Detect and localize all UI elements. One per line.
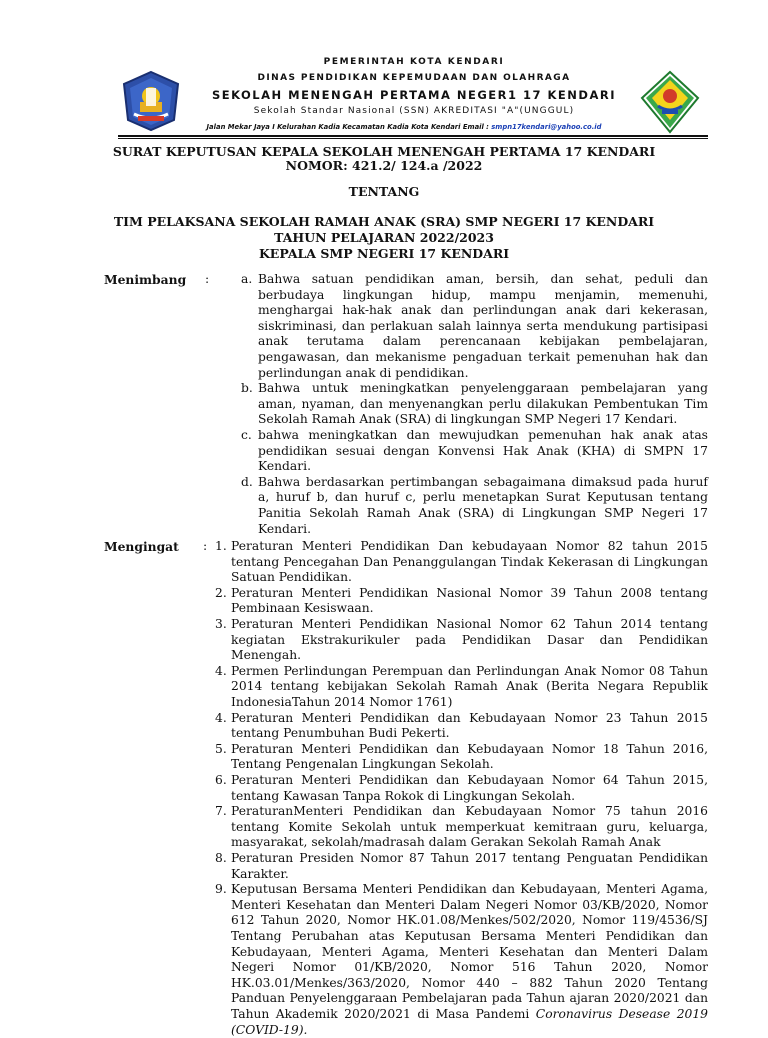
mengingat-item-number: 4. — [215, 663, 227, 678]
mengingat-item-text: Peraturan Menteri Pendidikan Dan kebudayaan Nomor 82 tahun 2015 tentang Pencegahan Dan Penanggulangan Tindak Kekerasan di Lingkungan Satuan Pendidikan. — [231, 539, 708, 585]
mengingat-item — [215, 773, 708, 804]
mengingat-item-text: Peraturan Menteri Pendidikan dan Kebudayaan Nomor 23 Tahun 2015 tentang Penumbuhan Budi Pekerti. — [231, 710, 708, 741]
menimbang-section — [104, 272, 708, 537]
address-line — [160, 122, 648, 132]
mengingat-item — [215, 663, 708, 711]
menimbang-item-text: bahwa meningkatkan dan mewujudkan pemenuhan hak anak atas pendidikan sesuai dengan Konvensi Hak Anak (KHA) di SMPN 17 Kendari. — [258, 427, 708, 474]
mengingat-item-number: 9. — [215, 882, 227, 897]
school-name: SEKOLAH MENENGAH PERTAMA NEGER1 17 KENDARI — [212, 88, 616, 102]
mengingat-item-text: Keputusan Bersama Menteri Pendidikan dan Kebudayaan, Menteri Agama, Menteri Kesehatan dan Menteri Dalam Negeri Nomor 03/KB/2020, Nomor 612 Tahun 2020, Nomor HK.01.08/Menkes/502/2020, Nomor 119/4536/SJ Tentang Perubahan atas Keputusan Bersama Menteri Pendidikan dan Kebudayaan, Menteri Agama, Menteri Kesehatan dan Menteri Dalam Negeri Nomor 01/KB/2020, Nomor 516 Tahun 2020, Nomor HK.03.01/Menkes/363/2020, Nomor 440 – 882 Tahun 2020 Tentang Panduan Penyelenggaraan Pembelajaran pada Tahun ajaran 2020/2021 dan Tahun Akademik 2020/2021 di Masa Pandemi — [231, 882, 708, 1021]
menimbang-item-text: Bahwa satuan pendidikan aman, bersih, dan sehat, peduli dan berbudaya lingkungan hidup, mampu menjamin, memenuhi, menghargai hak-hak anak dan perlindungan anak dari kekerasan, siskriminasi, dan perlakuan salah lainnya serta mendukung partisipasi anak terutama dalam perencanaan kebijakan pembelajaran, pengawasan, dan mekanisme pengaduan terkait pemenuhan hak dan perlindungan anak di pendidikan. — [258, 272, 708, 380]
menimbang-item-text: Bahwa untuk meningkatkan penyelenggaraan pembelajaran yang aman, nyaman, dan menyenangkan perlu dilakukan Pembentukan Tim Sekolah Ramah Anak (SRA) di lingkungan SMP Negeri 17 Kendari. — [258, 381, 708, 427]
mengingat-item-text: Peraturan Menteri Pendidikan dan Kebudayaan Nomor 18 Tahun 2016, Tentang Pengenalan Lingkungan Sekolah. — [231, 741, 708, 772]
decree-title: SURAT KEPUTUSAN KEPALA SEKOLAH MENENGAH PERTAMA 17 KENDARI — [112, 144, 656, 159]
agency-line: DINAS PENDIDIKAN KEPEMUDAAN DAN OLAHRAGA — [257, 73, 571, 83]
menimbang-item-text: Bahwa berdasarkan pertimbangan sebagaimana dimaksud pada huruf a, huruf b, dan huruf c, perlu menetapkan Surat Keputusan tentang Panitia Sekolah Ramah Anak (SRA) di Lingkungan SMP Negeri 17 Kendari. — [258, 474, 708, 536]
mengingat-item-number: 8. — [215, 850, 227, 865]
mengingat-item — [215, 710, 708, 742]
subject-line-2: TAHUN PELAJARAN 2022/2023 — [274, 230, 494, 245]
mengingat-label: Mengingat — [104, 539, 179, 555]
letterhead-rule-thick — [118, 135, 708, 137]
mengingat-item-number: 1. — [215, 539, 227, 554]
mengingat-item-text: Peraturan Menteri Pendidikan dan Kebudayaan Nomor 64 Tahun 2015, tentang Kawasan Tanpa Rokok di Lingkungan Sekolah. — [231, 773, 708, 803]
letterhead — [0, 0, 768, 140]
mengingat-item-number: 3. — [215, 617, 227, 632]
letterhead-rule-thin — [118, 138, 708, 139]
menimbang-label: Menimbang — [104, 272, 187, 287]
menimbang-colon: : — [205, 272, 210, 286]
mengingat-item — [215, 850, 708, 882]
address-text: Jalan Mekar Jaya I Kelurahan Kadia Kecamatan Kadia Kota Kendari Email : — [206, 123, 492, 131]
school-emblem-icon — [640, 70, 700, 134]
mengingat-item-number: 6. — [215, 773, 227, 787]
mengingat-item-text: Peraturan Presiden Nomor 87 Tahun 2017 tentang Penguatan Pendidikan Karakter. — [231, 850, 708, 881]
mengingat-item — [215, 741, 708, 773]
menimbang-item-number: b. — [241, 381, 253, 396]
mengingat-item — [215, 617, 708, 664]
email-link[interactable]: smpn17kendari@yahoo.co.id — [491, 123, 602, 131]
subject-line-1: TIM PELAKSANA SEKOLAH RAMAH ANAK (SRA) SMP NEGERI 17 KENDARI — [113, 214, 655, 229]
mengingat-colon: : — [203, 539, 208, 554]
mengingat-list — [104, 539, 708, 1038]
menimbang-item-number: d. — [241, 474, 253, 489]
menimbang-item — [241, 272, 708, 381]
menimbang-item — [241, 427, 708, 475]
menimbang-item-number: a. — [241, 272, 253, 286]
tentang-heading: TENTANG — [348, 184, 420, 199]
mengingat-item — [215, 539, 708, 586]
mengingat-item-italic-text: Coronavirus Desease 2019 (COVID-19). — [231, 1006, 708, 1037]
mengingat-item-text: PeraturanMenteri Pendidikan dan Kebudayaan Nomor 75 tahun 2016 tentang Komite Sekolah untuk memperkuat kemitraan guru, keluarga, masyarakat, sekolah/madrasah dalam Gerakan Sekolah Ramah Anak — [231, 804, 708, 850]
mengingat-item-number: 2. — [215, 585, 227, 600]
mengingat-item-text: Peraturan Menteri Pendidikan Nasional Nomor 62 Tahun 2014 tentang kegiatan Ekstrakurikuler pada Pendidikan Dasar dan Pendidikan Menengah. — [231, 617, 708, 663]
mengingat-item-text: Peraturan Menteri Pendidikan Nasional Nomor 39 Tahun 2008 tentang Pembinaan Kesiswaan. — [231, 585, 708, 616]
menimbang-item — [241, 474, 708, 537]
mengingat-item-text: Permen Perlindungan Perempuan dan Perlindungan Anak Nomor 08 Tahun 2014 tentang kebijakan Sekolah Ramah Anak (Berita Negara Republik IndonesiaTahun 2014 Nomor 1761) — [231, 663, 708, 710]
menimbang-item — [241, 381, 708, 428]
mengingat-item-number: 5. — [215, 741, 227, 756]
decree-number: NOMOR: 421.2/ 124.a /2022 — [285, 158, 483, 173]
menimbang-list — [104, 272, 708, 537]
government-line: PEMERINTAH KOTA KENDARI — [323, 57, 505, 67]
mengingat-section — [104, 539, 708, 1038]
mengingat-item — [215, 882, 708, 1038]
menimbang-item-number: c. — [241, 427, 252, 442]
decree-body — [104, 272, 708, 1038]
subject-line-3: KEPALA SMP NEGERI 17 KENDARI — [258, 246, 510, 261]
mengingat-item — [215, 804, 708, 851]
mengingat-item-number: 4. — [215, 710, 227, 725]
accreditation-line: Sekolah Standar Nasional (SSN) AKREDITASI "A"(UNGGUL) — [253, 106, 575, 116]
mengingat-item — [215, 585, 708, 617]
mengingat-item-number: 7. — [215, 804, 227, 819]
